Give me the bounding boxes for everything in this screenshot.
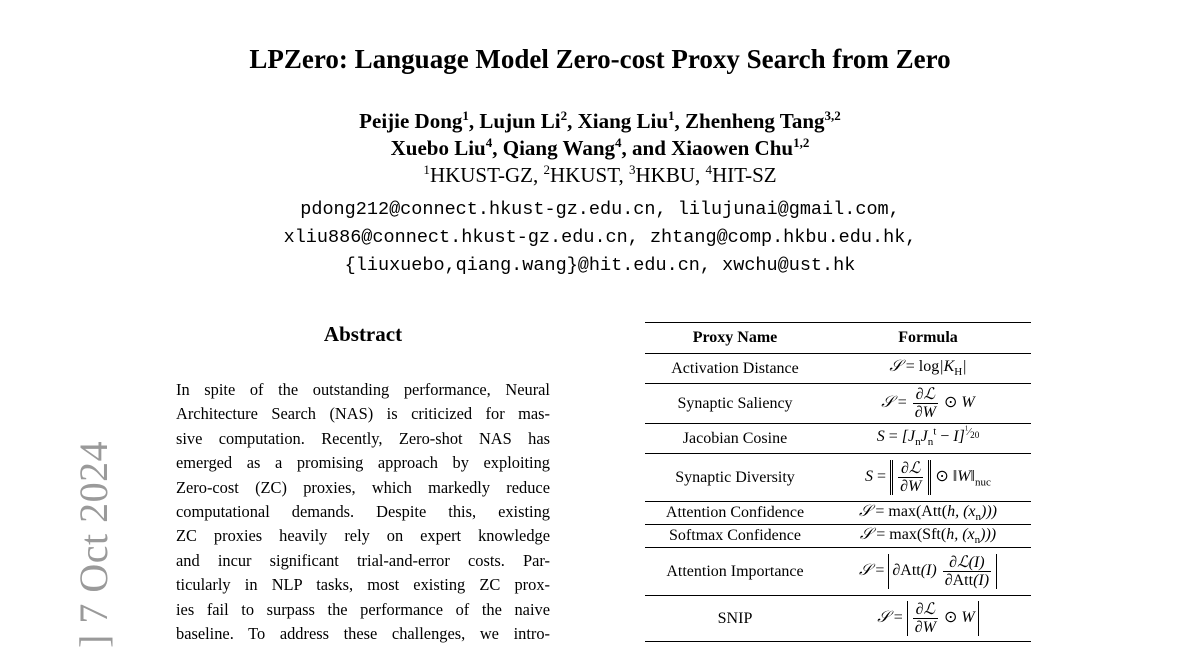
- arxiv-sidebar-stamp: [24, 430, 116, 648]
- column-header-formula: Formula: [825, 323, 1031, 354]
- author-name: Peijie Dong: [359, 109, 463, 133]
- abstract-line: sive computation. Recently, Zero-shot NAS has: [176, 428, 550, 448]
- table-header-row: [645, 323, 1031, 354]
- email-list: [0, 196, 1200, 280]
- formula-cell: 𝒮 = $\frac{\text{∂ℒ}}{\partial W}$ ⊙ W: [825, 596, 1031, 642]
- proxy-name-cell: Activation Distance: [645, 354, 825, 384]
- author-line-1: Peijie Dong$^1$, Lujun Li$^2$, Xiang Liu$^1$, Zhenheng Tang$^{3,2}$: [359, 108, 841, 133]
- abstract-line: Architecture Search (NAS) is criticized for mas-: [176, 404, 550, 424]
- abstract-line: ticularly in NLP tasks, most existing ZC prox-: [176, 575, 550, 595]
- table-row: [645, 384, 1031, 424]
- proxy-name-cell: Attention Importance: [645, 548, 825, 596]
- proxy-name-cell: Jacobian Cosine: [645, 424, 825, 454]
- proxy-name-cell: Softmax Confidence: [645, 525, 825, 548]
- affiliations: $^1$HKUST-GZ, $^2$HKUST, $^3$HKBU, $^4$HIT-SZ: [423, 162, 777, 187]
- formula-cell: 𝒮 = max(Att(h, $(x_n)$)): [825, 502, 1031, 525]
- abstract-line: emerged as a promising approach by exploiting: [176, 453, 550, 473]
- author-name: Xiaowen Chu: [671, 136, 794, 160]
- author-name: Xiang Liu: [577, 109, 669, 133]
- abstract-line: ies fail to surpass the performance of the naive: [176, 599, 550, 619]
- email-line: xliu886@connect.hkust-gz.edu.cn, zhtang@comp.hkbu.edu.hk,: [283, 227, 917, 248]
- proxy-name-cell: Synaptic Saliency: [645, 384, 825, 424]
- formula-cell: 𝒮 = max(Sft(h, $(x_n)$)): [825, 525, 1031, 548]
- formula-cell: 𝒮 = ∂Att(I) $\frac{\text{∂ℒ(I)}}{\text{∂Att(I)}}$: [825, 548, 1031, 596]
- abstract-line: ZC proxies heavily rely on expert knowledge: [176, 526, 550, 546]
- table-row: [645, 525, 1031, 548]
- table-row: [645, 596, 1031, 642]
- proxy-name-cell: Attention Confidence: [645, 502, 825, 525]
- proxy-name-cell: Synaptic Diversity: [645, 454, 825, 502]
- formula-cell: 𝒮 = $\log|K_H|$: [825, 354, 1031, 384]
- email-line: {liuxuebo,qiang.wang}@hit.edu.cn, xwchu@ust.hk: [344, 255, 856, 276]
- abstract-line: In spite of the outstanding performance, Neural: [176, 380, 550, 399]
- proxy-formula-table: [645, 322, 1031, 642]
- arxiv-date-text: ] 7 Oct 2024: [71, 440, 116, 648]
- author-name: Qiang Wang: [502, 136, 616, 160]
- formula-cell: $S = [J_nJ_n^t - I]^{^1⁄_{20}}$: [825, 424, 1031, 454]
- author-name: Lujun Li: [479, 109, 561, 133]
- paper-title: LPZero: Language Model Zero-cost Proxy Search from Zero: [249, 44, 951, 74]
- column-header-proxy-name: Proxy Name: [645, 323, 825, 354]
- author-block: [0, 108, 1200, 189]
- abstract-line: computational demands. Despite this, existing: [176, 502, 550, 522]
- formula-cell: S = $\frac{\text{∂ℒ}}{\partial W}$ ⊙ $‖W‖_{nuc}$: [825, 454, 1031, 502]
- abstract-line: Zero-cost (ZC) proxies, which markedly reduce: [176, 477, 550, 497]
- email-line: pdong212@connect.hkust-gz.edu.cn, lilujunai@gmail.com,: [300, 199, 900, 220]
- table-row: [645, 424, 1031, 454]
- proxy-name-cell: SNIP: [645, 596, 825, 642]
- table-row: [645, 548, 1031, 596]
- abstract-body: [176, 378, 550, 646]
- author-name: Zhenheng Tang: [685, 109, 825, 133]
- abstract-line: and incur significant trial-and-error costs. Par-: [176, 550, 550, 570]
- author-name: Xuebo Liu: [390, 136, 486, 160]
- abstract-heading: Abstract: [323, 322, 403, 346]
- table-row: [645, 502, 1031, 525]
- author-line-2: Xuebo Liu$^4$, Qiang Wang$^4$, and Xiaowen Chu$^{1,2}$: [390, 135, 810, 160]
- formula-cell: 𝒮 = $\frac{\text{∂ℒ}}{\partial W}$ ⊙ W: [825, 384, 1031, 424]
- table-row: [645, 354, 1031, 384]
- abstract-line: baseline. To address these challenges, we intro-: [176, 624, 550, 644]
- table-row: [645, 454, 1031, 502]
